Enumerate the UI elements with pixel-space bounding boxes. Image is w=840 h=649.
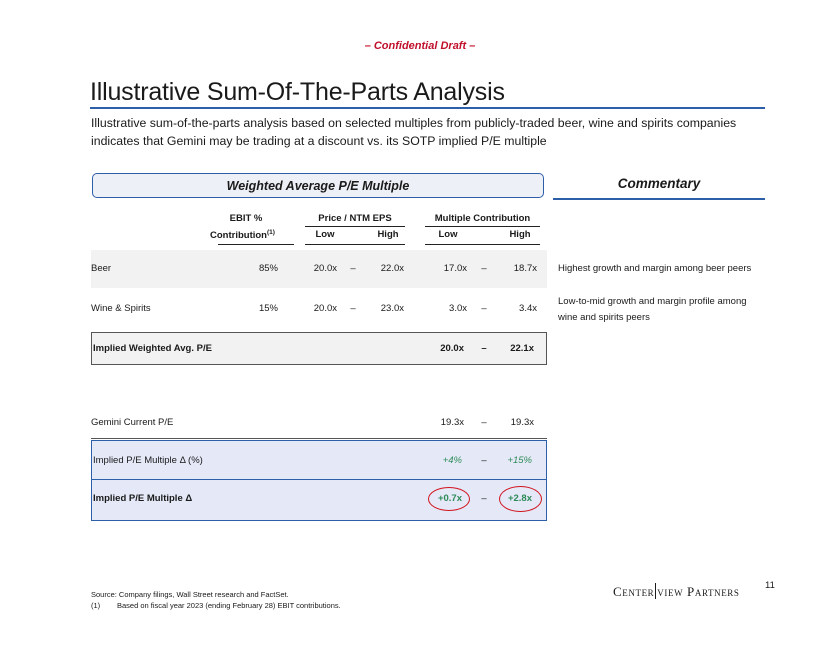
row-pe-low: 20.0x: [313, 263, 337, 274]
footnote-marker: (1): [91, 601, 101, 610]
header-underline: [425, 244, 540, 245]
header-multiple-group: Multiple Contribution: [434, 213, 531, 224]
gemini-rule: [91, 438, 547, 439]
highlight-circle: [499, 486, 542, 512]
implied-label: Implied Weighted Avg. P/E: [93, 343, 212, 354]
header-ebit-label: Contribution: [210, 230, 267, 242]
gemini-dash: –: [481, 417, 487, 428]
delta-box: [91, 440, 547, 521]
row-mc-low: 3.0x: [449, 303, 467, 314]
delta-x-high: +2.8x: [507, 493, 532, 504]
row-dash: –: [481, 303, 487, 314]
commentary-title: Commentary: [617, 176, 701, 191]
page-subtitle: Illustrative sum-of-the-parts analysis based on selected multiples from publicly-traded beer, wine and spirits companies indicates that Gemini may be trading at a discount vs. its SOTP implied P/E multiple: [91, 116, 737, 148]
row-pe-low: 20.0x: [313, 303, 337, 314]
section-title-box: Weighted Average P/E Multiple: [92, 173, 544, 198]
implied-low: 20.0x: [440, 343, 464, 354]
row-mc-high: 18.7x: [513, 263, 537, 274]
page-number: 11: [765, 580, 775, 591]
logo-left-text: Center: [613, 584, 655, 599]
row-mc-low: 17.0x: [443, 263, 467, 274]
logo-right-text: view Partners: [657, 584, 740, 599]
header-mc-high: High: [509, 229, 531, 240]
header-underline: [218, 244, 294, 245]
commentary-beer: Highest growth and margin among beer peers: [558, 263, 752, 274]
row-pe-high: 23.0x: [380, 303, 404, 314]
delta-x-dash: –: [481, 493, 487, 504]
header-ebit-bottom: [210, 229, 275, 241]
delta-divider: [92, 479, 546, 480]
footnote-ref: (1): [266, 229, 275, 236]
gemini-high: 19.3x: [510, 417, 534, 428]
delta-x-label: Implied P/E Multiple Δ: [93, 493, 193, 504]
row-ebit: 85%: [258, 263, 278, 274]
confidential-label: – Confidential Draft –: [364, 40, 476, 52]
commentary-wine: Low-to-mid growth and margin profile among wine and spirits peers: [558, 296, 747, 323]
row-dash: –: [481, 263, 487, 274]
header-ebit-top: EBIT %: [229, 213, 263, 224]
source-note: Source: Company filings, Wall Street research and FactSet.: [91, 590, 289, 599]
header-mc-low: Low: [438, 229, 458, 240]
implied-high: 22.1x: [510, 343, 534, 354]
header-underline: [425, 226, 540, 227]
gemini-label: Gemini Current P/E: [91, 417, 174, 428]
gemini-low: 19.3x: [440, 417, 464, 428]
header-underline: [305, 226, 405, 227]
header-pe-low: Low: [315, 229, 335, 240]
commentary-rule: [553, 198, 765, 200]
delta-pct-dash: –: [481, 455, 487, 466]
page-title: Illustrative Sum-Of-The-Parts Analysis: [90, 78, 505, 106]
row-dash: –: [350, 303, 356, 314]
footnote-text: Based on fiscal year 2023 (ending February 28) EBIT contributions.: [117, 601, 341, 610]
title-rule: [90, 107, 765, 109]
delta-pct-high: +15%: [507, 455, 532, 466]
delta-pct-low: +4%: [442, 455, 462, 466]
header-price-group: Price / NTM EPS: [318, 213, 392, 224]
implied-dash: –: [481, 343, 487, 354]
row-label-wine: Wine & Spirits: [91, 303, 151, 314]
centerview-logo: [613, 583, 740, 600]
header-pe-high: High: [377, 229, 399, 240]
delta-pct-label: Implied P/E Multiple Δ (%): [93, 455, 203, 466]
delta-x-low: +0.7x: [437, 493, 462, 504]
row-pe-high: 22.0x: [380, 263, 404, 274]
row-dash: –: [350, 263, 356, 274]
header-underline: [305, 244, 405, 245]
row-mc-high: 3.4x: [519, 303, 537, 314]
row-ebit: 15%: [258, 303, 278, 314]
row-label-beer: Beer: [91, 263, 112, 274]
highlight-circle: [428, 487, 470, 511]
